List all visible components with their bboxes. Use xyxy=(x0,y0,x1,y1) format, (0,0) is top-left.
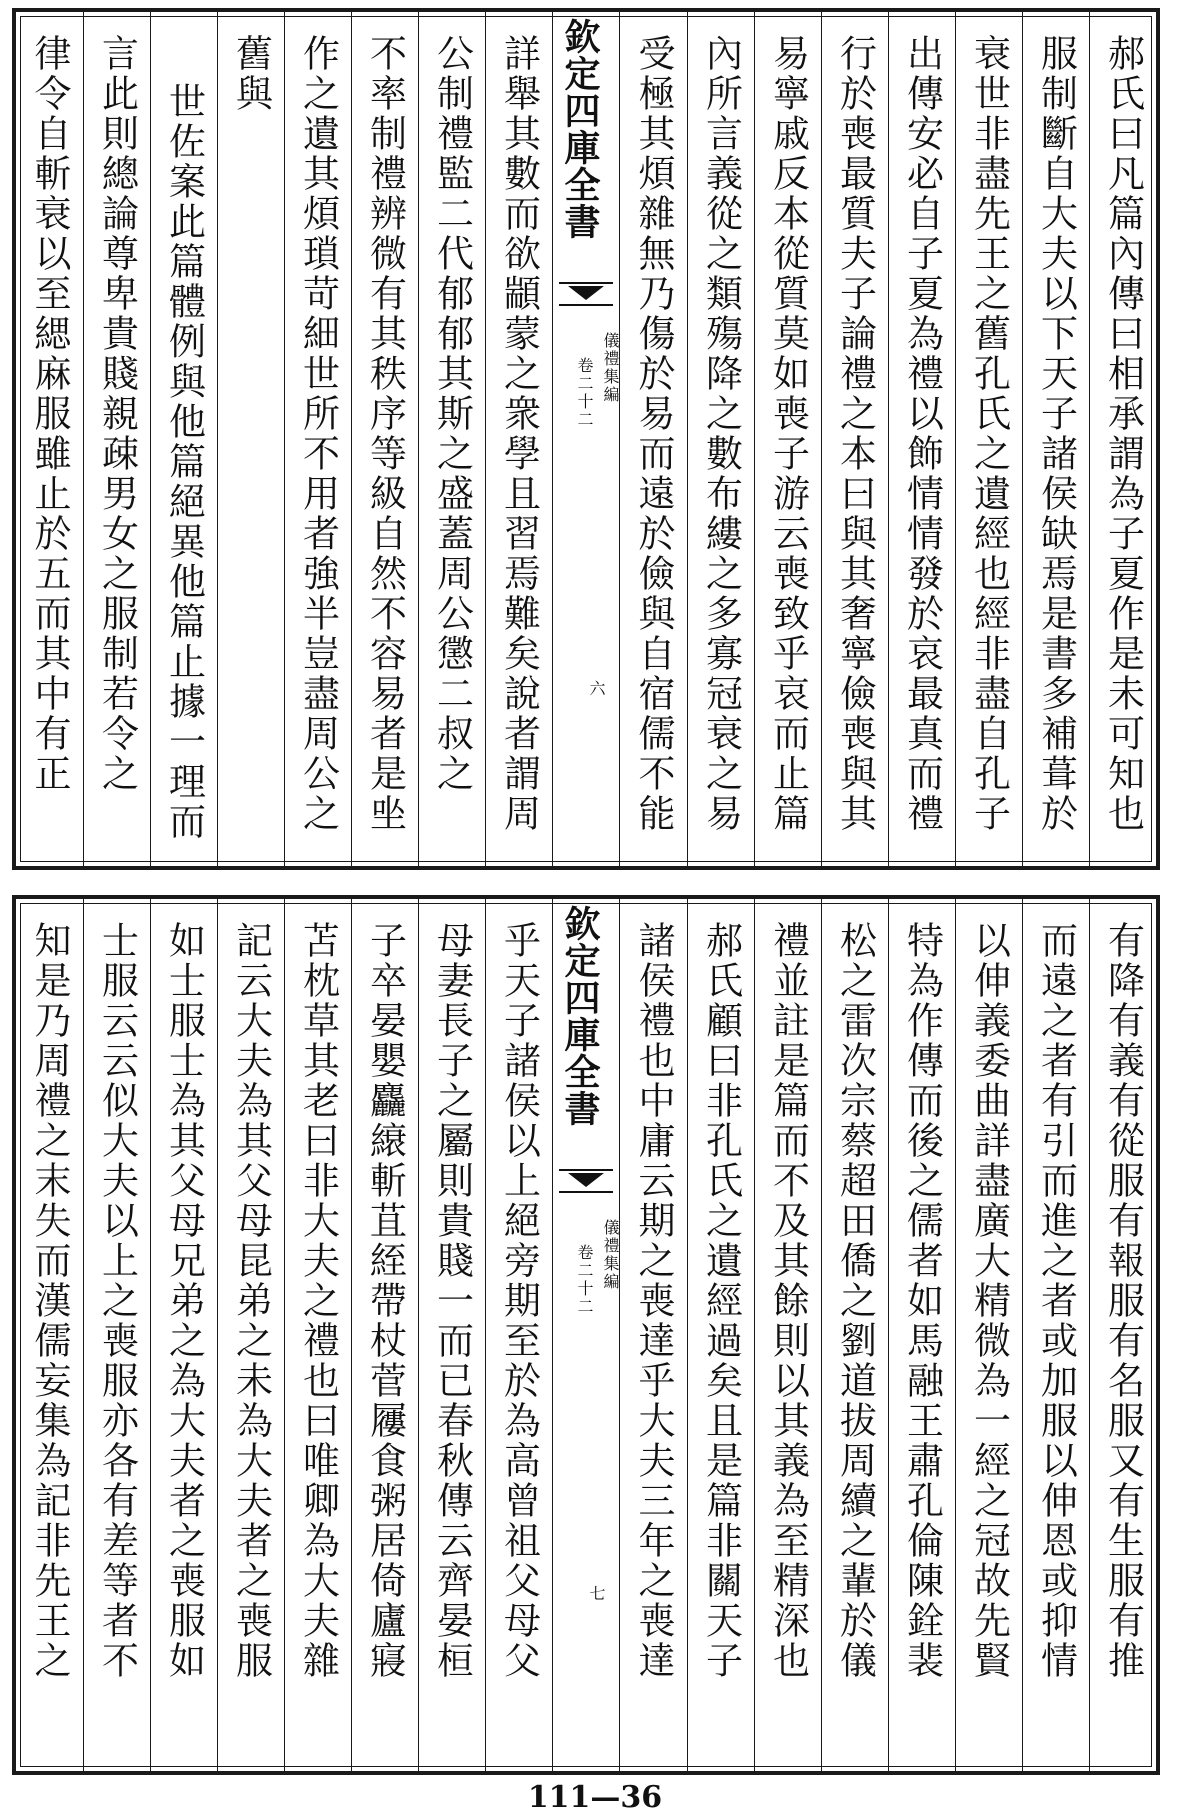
text-column xyxy=(620,899,687,1771)
column-text: 舊與 xyxy=(229,34,273,114)
text-column xyxy=(83,12,150,866)
column-text: 如士服士為其父母兄弟之為大夫者之喪服如 xyxy=(162,921,206,1681)
column-text: 禮並註是篇而不及其餘則以其義為至精深也 xyxy=(766,921,810,1681)
column-text: 苫枕草其老曰非大夫之禮也曰唯卿為大夫雜 xyxy=(296,921,340,1681)
text-column xyxy=(284,12,351,866)
text-column xyxy=(351,12,418,866)
text-column xyxy=(150,899,217,1771)
column-text: 服制斷自大夫以下天子諸侯缺焉是書多補葺於 xyxy=(1034,34,1078,834)
column-text: 衰世非盡先王之舊孔氏之遺經也經非盡自孔子 xyxy=(967,34,1011,834)
text-column xyxy=(351,899,418,1771)
column-text: 以伸義委曲詳盡廣大精微為一經之冠故先賢 xyxy=(967,921,1011,1681)
text-column xyxy=(687,12,754,866)
page-bottom xyxy=(12,895,1160,1775)
text-column xyxy=(1089,899,1156,1771)
book-title: 儀禮集編 xyxy=(601,332,620,404)
text-column xyxy=(150,12,217,866)
column-text: 作之遺其煩瑣苛細世所不用者強半豈盡周公之 xyxy=(296,34,340,834)
text-column xyxy=(620,12,687,866)
book-title: 儀禮集編 xyxy=(601,1219,620,1291)
column-text: 特為作傳而後之儒者如馬融王肅孔倫陳銓裴 xyxy=(900,921,944,1681)
text-column xyxy=(485,12,552,866)
left-half-top xyxy=(16,12,552,866)
text-column xyxy=(1022,12,1089,866)
column-text: 郝氏顧曰非孔氏之遺經過矣且是篇非關天子 xyxy=(699,921,743,1681)
book-series-title: 欽定四庫全書 xyxy=(559,18,601,240)
column-text: 松之雷次宗蔡超田僑之劉道拔周續之輩於儀 xyxy=(833,921,877,1681)
text-column xyxy=(955,12,1022,866)
right-half-top xyxy=(620,12,1156,866)
volume-label: 卷二十二 xyxy=(575,357,594,429)
column-text: 諸侯禮也中庸云期之喪達乎大夫三年之喪達 xyxy=(632,921,675,1681)
column-text: 內所言義從之類殤降之數布縷之多寡冠衰之易 xyxy=(699,34,743,834)
text-column xyxy=(217,12,284,866)
text-column xyxy=(955,899,1022,1771)
column-text: 易寧戚反本從質莫如喪子游云喪致乎哀而止篇 xyxy=(766,34,810,834)
text-column xyxy=(16,12,83,866)
column-text: 不率制禮辨微有其秩序等級自然不容易者是㘴 xyxy=(363,34,407,834)
column-text: 郝氏曰凡篇內傳曰相承謂為子夏作是未可知也 xyxy=(1101,34,1145,834)
column-text: 士服云云似大夫以上之喪服亦各有差等者不 xyxy=(95,921,139,1681)
text-column xyxy=(888,899,955,1771)
text-column xyxy=(1089,12,1156,866)
text-column xyxy=(821,899,888,1771)
center-fold-bottom xyxy=(552,899,620,1771)
column-text: 受極其煩雜無乃傷於易而遠於儉與自宿儒不能 xyxy=(632,34,675,834)
text-column xyxy=(217,899,284,1771)
page-top xyxy=(12,8,1160,870)
column-text: 知是乃周禮之末失而漢儒妄集為記非先王之 xyxy=(28,921,71,1681)
text-column xyxy=(284,899,351,1771)
text-column xyxy=(1022,899,1089,1771)
text-column xyxy=(418,899,485,1771)
left-half-bottom xyxy=(16,899,552,1771)
fishtail-ornament xyxy=(559,282,613,306)
book-series-title: 欽定四庫全書 xyxy=(559,905,601,1127)
column-text: 子卒晏嬰麤縗斬苴絰帶杖菅屨食粥居倚廬寢 xyxy=(363,921,407,1681)
column-text: 母妻長子之屬則貴賤一而已春秋傳云齊晏桓 xyxy=(430,921,474,1681)
text-column xyxy=(687,899,754,1771)
leaf-number: 七 xyxy=(587,1585,606,1601)
center-fold-top xyxy=(552,12,620,866)
column-text: 乎天子諸侯以上絕旁期至於為高曾祖父母父 xyxy=(497,921,541,1681)
column-text: 有降有義有從服有報服有名服又有生服有推 xyxy=(1101,921,1145,1681)
leaf-number: 六 xyxy=(587,680,606,696)
volume-label: 卷二十二 xyxy=(575,1244,594,1316)
text-column xyxy=(754,12,821,866)
text-column xyxy=(888,12,955,866)
column-text: 出傳安必自子夏為禮以飾情情發於哀最真而禮 xyxy=(900,34,944,834)
column-text: 詳舉其數而欲顓蒙之衆學且習焉難矣說者謂周 xyxy=(497,34,541,834)
column-text: 世佐案此篇體例與他篇絕異他篇止據一理而 xyxy=(162,82,206,842)
text-column xyxy=(754,899,821,1771)
page-number: 111—36 xyxy=(527,1780,663,1815)
text-column xyxy=(83,899,150,1771)
text-column xyxy=(418,12,485,866)
fishtail-ornament xyxy=(559,1169,613,1193)
column-text: 行於喪最質夫子論禮之本曰與其奢寧儉喪與其 xyxy=(833,34,877,834)
column-text: 律令自斬衰以至緦麻服雖止於五而其中有正 xyxy=(28,34,71,794)
right-half-bottom xyxy=(620,899,1156,1771)
text-column xyxy=(485,899,552,1771)
text-column xyxy=(16,899,83,1771)
column-text: 而遠之者有引而進之者或加服以伸恩或抑情 xyxy=(1034,921,1078,1681)
column-text: 公制禮監二代郁郁其斯之盛蓋周公懲二叔之 xyxy=(430,34,474,794)
text-column xyxy=(821,12,888,866)
column-text: 言此則總論尊卑貴賤親疎男女之服制若令之 xyxy=(95,34,139,794)
column-text: 記云大夫為其父母昆弟之未為大夫者之喪服 xyxy=(229,921,273,1681)
